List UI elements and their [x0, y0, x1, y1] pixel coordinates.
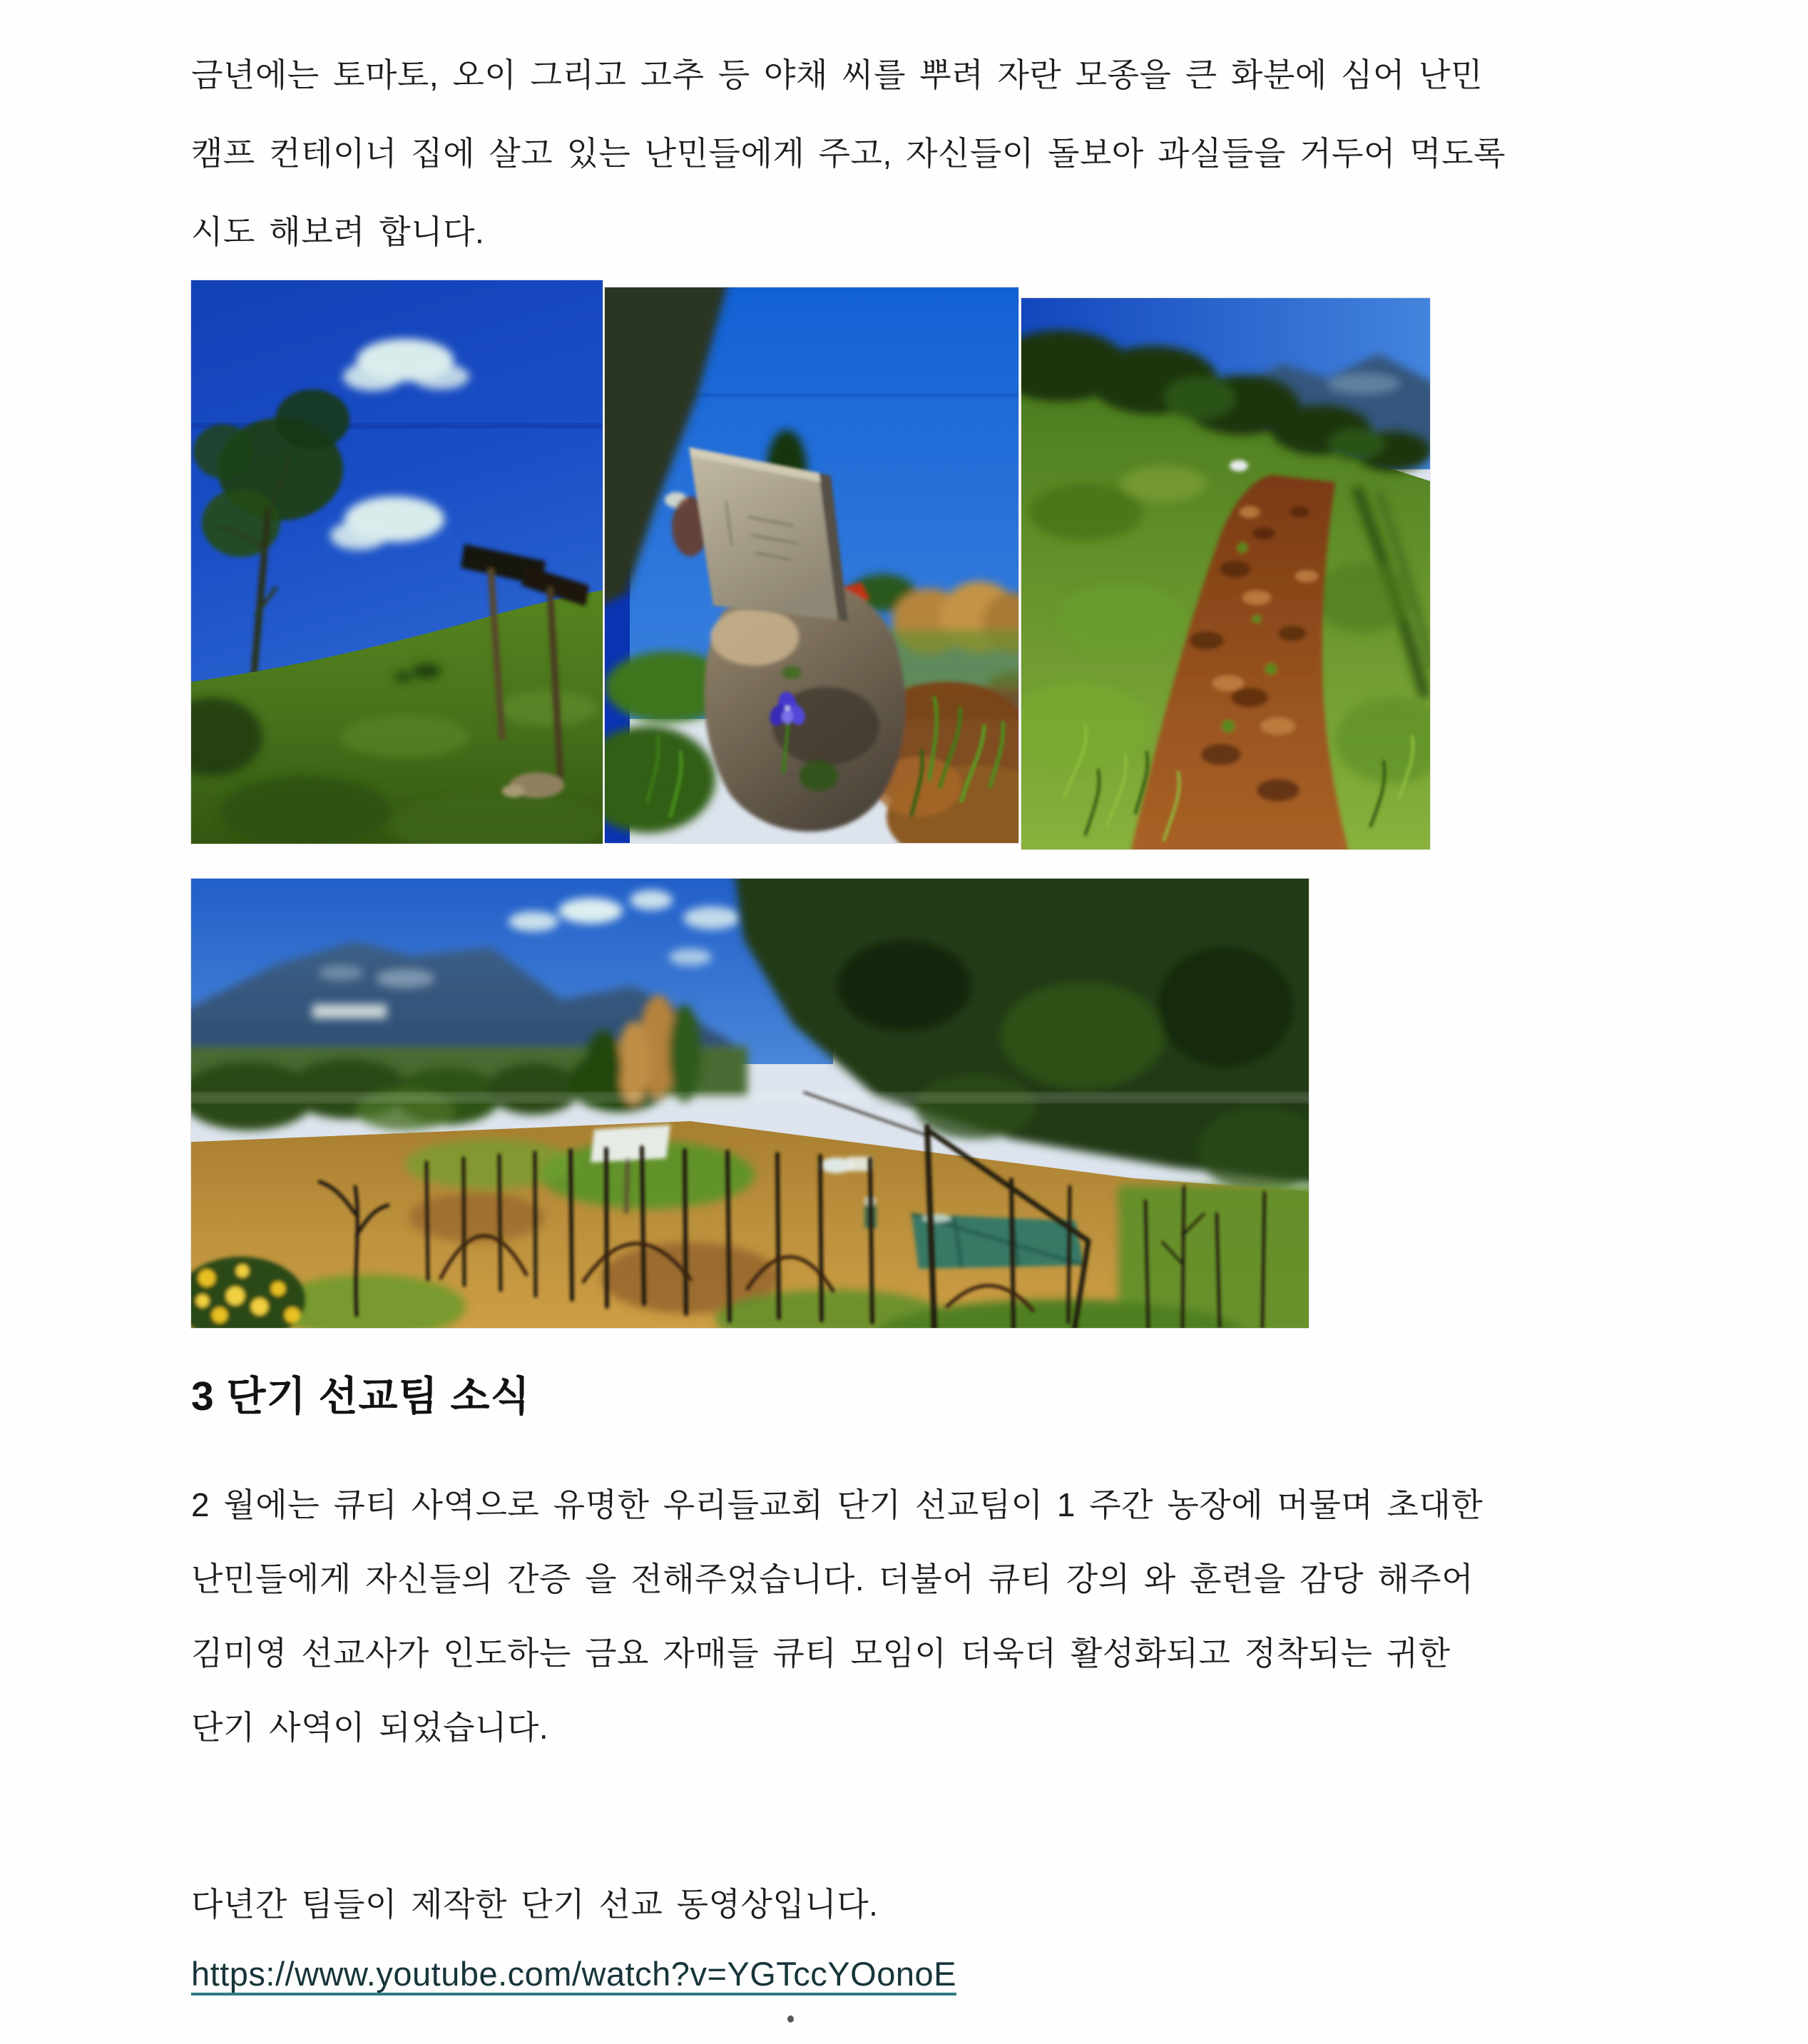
paragraph-line: 금년에는 토마토, 오이 그리고 고추 등 야채 씨를 뿌려 자란 모종을 큰 화분에 심어 난민: [191, 56, 1483, 93]
video-caption: 다년간 팀들이 제작한 단기 선교 동영상입니다.: [191, 1886, 879, 1923]
paragraph-line: 2 월에는 큐티 사역으로 유명한 우리들교회 단기 선교팀이 1 주간 농장에 머물며 초대한: [191, 1486, 1483, 1523]
paragraph-line: 시도 해보려 합니다.: [191, 213, 485, 250]
paragraph-line: 단기 사역이 되었습니다.: [191, 1709, 549, 1746]
youtube-link[interactable]: https://www.youtube.com/watch?v=YGTccYOonoE: [191, 1955, 956, 1993]
photo-plowed-furrow-field: [1021, 298, 1430, 849]
paragraph-line: 난민들에게 자신들의 간증 을 전해주었습니다. 더불어 큐티 강의 와 훈련을 감당 해주어: [191, 1560, 1474, 1598]
photo-tree-signpost-hill-graphic: [191, 280, 603, 844]
photo-farm-panorama: [191, 879, 1309, 1328]
paragraph-line: 캠프 컨테이너 집에 살고 있는 난민들에게 주고, 자신들이 돌보아 과실들을 거두어 먹도록: [191, 135, 1506, 172]
photo-stone-plaque-rock: [605, 287, 1018, 843]
photo-stone-plaque-rock-graphic: [605, 287, 1018, 843]
section-heading: 3 단기 선교팀 소식: [191, 1374, 531, 1419]
intro-paragraph: [191, 36, 1689, 271]
photo-tree-signpost-hill: [191, 280, 603, 844]
news-paragraph: [191, 1468, 1703, 1764]
photo-plowed-furrow-field-graphic: [1021, 298, 1430, 849]
paragraph-line: 김미영 선교사가 인도하는 금요 자매들 큐티 모임이 더욱더 활성화되고 정착되는 귀한: [191, 1635, 1451, 1672]
photo-farm-panorama-graphic: [191, 879, 1309, 1328]
scan-artifact-dot: [787, 2015, 794, 2023]
